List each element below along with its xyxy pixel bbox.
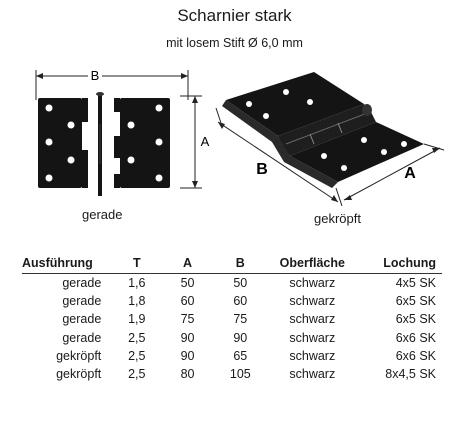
column-header: Ausführung [22, 254, 113, 274]
caption-straight: gerade [82, 207, 123, 222]
table-cell: 2,5 [128, 367, 146, 382]
table-cell: 80 [180, 367, 195, 382]
table-cell: schwarz [289, 294, 336, 309]
table-cell: schwarz [289, 367, 336, 382]
table-cell: 50 [233, 276, 248, 291]
caption-cranked: gekröpft [314, 211, 361, 226]
table-cell: gekröpft [56, 348, 102, 363]
left-leaf [38, 98, 88, 188]
cranked-hinge-drawing [214, 64, 454, 214]
dimension-a-label-cranked: A [404, 165, 416, 182]
table-header-row [22, 254, 442, 274]
straight-hinge-drawing [28, 64, 228, 214]
table-row [22, 347, 442, 365]
table-cell: 60 [233, 294, 248, 309]
table-cell: 1,9 [128, 312, 146, 327]
table-cell: 2,5 [128, 348, 146, 363]
column-header: B [215, 254, 266, 274]
table-row [22, 310, 442, 328]
table-cell: gerade [62, 294, 102, 309]
table-cell: 105 [229, 367, 251, 382]
dimension-a-label: A [200, 134, 210, 149]
table-row [22, 292, 442, 310]
column-header: Oberfläche [266, 254, 359, 274]
column-header: A [160, 254, 215, 274]
right-leaf [114, 98, 170, 188]
dimension-b-straight [36, 67, 188, 100]
table-cell: 75 [233, 312, 248, 327]
spec-table [22, 254, 442, 383]
table-cell: schwarz [289, 312, 336, 327]
table-cell: schwarz [289, 276, 336, 291]
table-cell: 75 [180, 312, 195, 327]
hinge-pin [96, 92, 104, 196]
dimension-b-label-cranked: B [256, 161, 268, 178]
table-cell: 6x5 SK [395, 294, 436, 309]
dimension-a-straight [180, 96, 214, 188]
table-cell: 50 [180, 276, 195, 291]
table-cell: 6x6 SK [395, 348, 436, 363]
table-cell: 90 [180, 330, 195, 345]
table-cell: 4x5 SK [395, 276, 436, 291]
table-cell: 1,6 [128, 276, 146, 291]
table-cell: schwarz [289, 330, 336, 345]
table-cell: gerade [62, 276, 102, 291]
column-header: T [113, 254, 160, 274]
table-cell: 6x5 SK [395, 312, 436, 327]
table-cell: 1,8 [128, 294, 146, 309]
table-cell: 90 [180, 348, 195, 363]
table-cell: gekröpft [56, 367, 102, 382]
table-cell: 90 [233, 330, 248, 345]
table-cell: 6x6 SK [395, 330, 436, 345]
page-title: Scharnier stark [177, 6, 292, 25]
table-cell: gerade [62, 312, 102, 327]
table-cell: schwarz [289, 348, 336, 363]
table-cell: 65 [233, 348, 248, 363]
table-cell: 8x4,5 SK [385, 367, 436, 382]
dimension-b-label: B [90, 68, 100, 83]
table-row [22, 365, 442, 383]
table-cell: 60 [180, 294, 195, 309]
table-row [22, 274, 442, 293]
table-cell: gerade [62, 330, 102, 345]
page-subtitle: mit losem Stift Ø 6,0 mm [166, 36, 303, 50]
table-row [22, 329, 442, 347]
table-cell: 2,5 [128, 330, 146, 345]
column-header: Lochung [359, 254, 442, 274]
